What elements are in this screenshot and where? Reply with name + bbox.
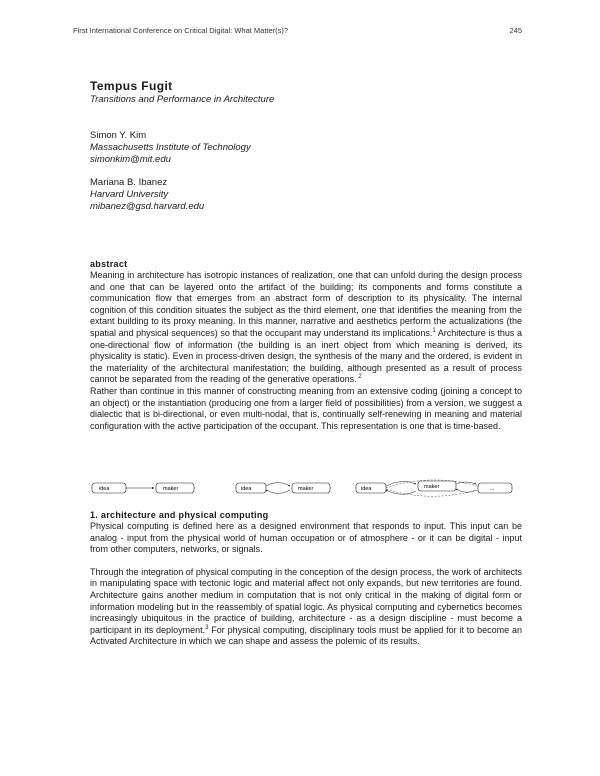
author-email[interactable]: mibanez@gsd.harvard.edu [90,201,205,212]
node-label: ... [490,486,495,492]
node-label: idea [99,486,110,492]
section-heading: 1. architecture and physical computing [90,510,269,520]
section-architecture-physical-computing [90,510,522,648]
flow-diagram [90,475,522,501]
author-block [90,177,204,213]
abstract-paragraph: Rather than continue in this manner of constructing meaning from an extensive coding (joining a concept to an object) or the instantiation (producing one from a larger field of possibilities) from a version, we suggest a dialectic that is bi-directional, or even multi-nodal, that is, continually self-renewing in meaning and material configuration with the active participation of the occupant. This representation is one that is time-based. [90,385,522,431]
running-header [73,26,522,35]
node-label: idea [241,486,252,492]
section-paragraph: Physical computing is defined here as a designed environment that responds to input. This input can be analog - input from the physical world of human occupation or of atmosphere - or it can be digital - input from other computers, networks, or signals. [90,521,522,555]
diagram-bi-directional [236,483,330,494]
footnote-ref[interactable]: 2 [356,374,362,381]
node-label: maker [298,486,314,492]
section-text: For physical computing, disciplinary tools must be applied for it to become an Activated Architecture in which we can shape and assess the polemic of its results. [90,624,523,647]
abstract-paragraph [90,270,522,386]
diagram-multi-nodal [356,480,512,496]
flow-arrow [456,489,476,492]
author-name: Mariana B. Ibanez [90,177,168,188]
abstract-section [90,259,522,432]
section-text: Through the integration of physical computing in the conception of the design process, the work of architects in manipulating space with tectonic logic and material affect not only expands, but new territories are found. Architecture gains another medium in computation that is not only critical in the making of digital form or information modeling but in the reassembly of spatial logic. As physical computing and cybernetics becomes increasingly ubiquitous in the practice of building, architecture - as a design discipline - must become a participant in its deployment. [90,566,522,635]
page-number: 245 [509,26,522,35]
abstract-text: Architecture is thus a one-directional flow of information (the building is an inert object from which meaning is derived, its physicality is static). Even in process-driven design, the synthesis of the many and the ordered, is evident in the materiality of the architectural manifestation; the building, although presented as a result of process cannot be separated from the reading of the generative operations. [90,327,522,385]
footnote-ref[interactable]: 1 [432,327,436,334]
author-name: Simon Y. Kim [90,130,147,141]
footnote-ref[interactable]: 3 [205,624,209,631]
conference-title: First International Conference on Critical Digital: What Matter(s)? [73,26,289,35]
author-email[interactable]: simonkim@mit.edu [90,154,171,165]
node-label: idea [361,486,372,492]
node-box [478,483,512,493]
abstract-text: Meaning in architecture has isotropic instances of realization, one that can unfold during the design process and one that can be layered onto the artifact of the building; its components and forms constitute a communication flow that emerges from an abstract form of description to its physicality. The internal cognition of this condition situates the subject as the third element, one that identifies the meaning from the extant building to its proxy meaning. In this manner, narrative and aesthetics perform the actualizations (the spatial and physical sequences) so that the occupant may understand its implications. [90,270,522,338]
author-block [90,130,251,166]
author-affiliation: Harvard University [90,189,169,200]
author-affiliation: Massachusetts Institute of Technology [90,142,251,153]
paper-subtitle: Transitions and Performance in Architecture [90,94,275,105]
node-label: maker [424,484,440,490]
section-paragraph [90,567,522,648]
flow-arrow [266,483,290,487]
flow-arrow [386,490,416,494]
flow-arrow [266,490,290,494]
abstract-heading: abstract [90,259,128,269]
node-label: maker [163,486,179,492]
paper-title: Tempus Fugit [90,79,173,93]
diagram-one-directional [92,483,194,493]
